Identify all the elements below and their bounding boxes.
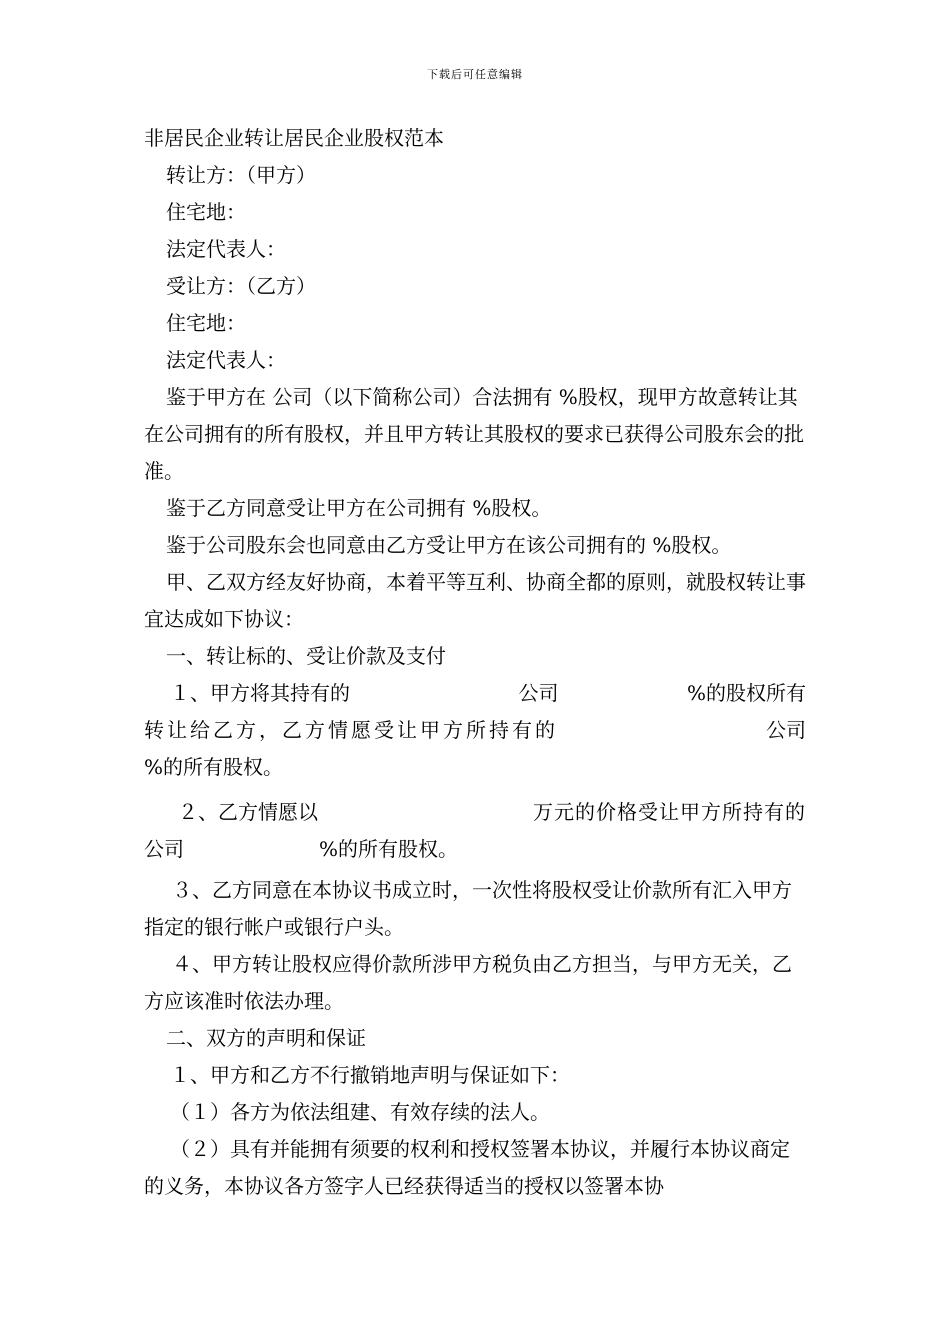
transferee-representative: 法定代表人： bbox=[166, 348, 286, 372]
transferee-address: 住宅地： bbox=[166, 311, 246, 335]
clause-1-2-line-2-part-a: 公司 bbox=[144, 837, 184, 861]
clause-1-2-part-b: 万元的价格受让甲方所持有的 bbox=[533, 800, 806, 824]
clause-1-2-line-1 bbox=[144, 794, 806, 831]
recital-paragraph-2: 鉴于乙方同意受让甲方在公司拥有 %股权。 bbox=[166, 496, 552, 520]
clause-2-1-2: （２）具有并能拥有须要的权利和授权签署本协议，并履行本协议商定的义务，本协议各方签字人已经获得适当的授权以签署本协 bbox=[144, 1137, 790, 1198]
clause-1-1-line-3: %的所有股权。 bbox=[144, 755, 284, 779]
recital-paragraph-1: 鉴于甲方在 公司（以下简称公司）合法拥有 %股权，现甲方故意转让其在公司拥有的所有股权，并且甲方转让其股权的要求已获得公司股东会的批准。 bbox=[144, 385, 804, 483]
clause-2-1-1: （１）各方为依法组建、有效存续的法人。 bbox=[170, 1100, 550, 1124]
section-2-heading: 二、双方的声明和保证 bbox=[166, 1026, 366, 1050]
clause-2-1: １、甲方和乙方不行撤销地声明与保证如下： bbox=[170, 1063, 570, 1087]
recital-paragraph-3: 鉴于公司股东会也同意由乙方受让甲方在该公司拥有的 %股权。 bbox=[166, 533, 732, 557]
transferor-address: 住宅地： bbox=[166, 200, 246, 224]
clause-1-1-line-2-part-a: 转让给乙方，乙方情愿受让甲方所持有的 bbox=[144, 718, 558, 742]
document-title: 非居民企业转让居民企业股权范本 bbox=[144, 126, 444, 150]
transferor-line: 转让方：（甲方） bbox=[166, 163, 316, 187]
clause-1-1-line-2-part-b: 公司 bbox=[766, 718, 806, 742]
clause-1-2-line-2 bbox=[144, 831, 806, 868]
clause-1-1-line-1 bbox=[144, 675, 806, 712]
clause-1-2-part-a: ２、乙方情愿以 bbox=[178, 800, 318, 824]
document-body bbox=[144, 120, 806, 1205]
transferor-representative: 法定代表人： bbox=[166, 237, 286, 261]
clause-1-4: ４、甲方转让股权应得价款所涉甲方税负由乙方担当，与甲方无关，乙方应该准时依法办理。 bbox=[144, 952, 792, 1013]
page-header: 下载后可任意编辑 bbox=[427, 68, 523, 81]
clause-1-1-part-a: １、甲方将其持有的 bbox=[170, 681, 350, 705]
clause-1-1-line-2 bbox=[144, 712, 806, 749]
clause-1-3: ３、乙方同意在本协议书成立时，一次性将股权受让价款所有汇入甲方指定的银行帐户或银行户头。 bbox=[144, 878, 792, 939]
recital-paragraph-4: 甲、乙双方经友好协商，本着平等互利、协商全都的原则，就股权转让事宜达成如下协议： bbox=[144, 570, 806, 631]
transferee-line: 受让方：（乙方） bbox=[166, 274, 316, 298]
clause-1-1-part-b: 公司 bbox=[518, 681, 559, 705]
section-1-heading: 一、转让标的、受让价款及支付 bbox=[166, 644, 446, 668]
clause-1-1-part-c: %的股权所有 bbox=[686, 681, 806, 705]
clause-1-2-line-2-part-b: %的所有股权。 bbox=[319, 837, 459, 861]
